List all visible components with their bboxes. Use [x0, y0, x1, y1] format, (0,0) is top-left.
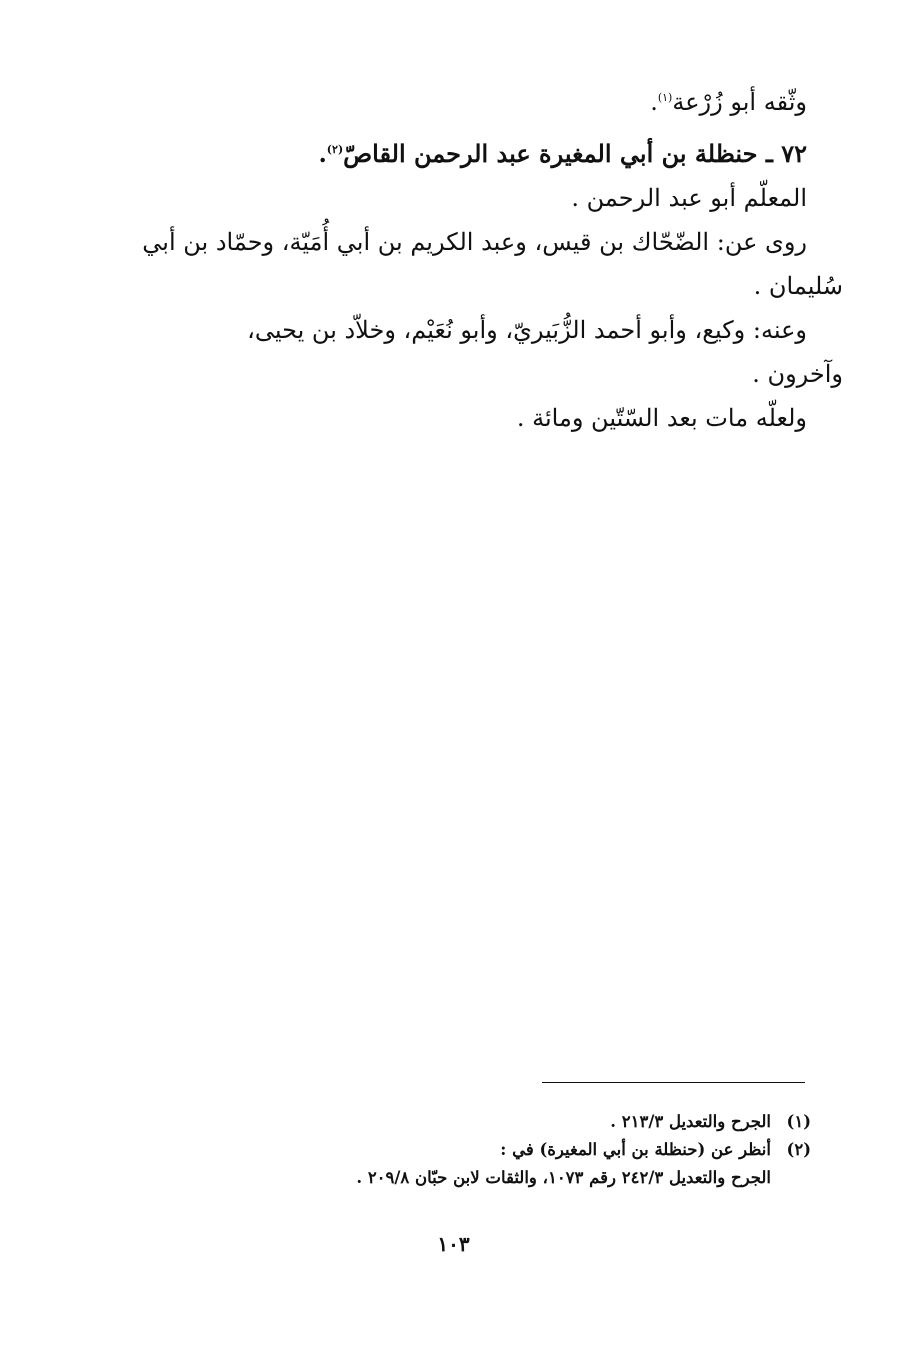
- footnotes: [96, 1108, 811, 1192]
- footnote-1: [96, 1108, 811, 1136]
- footnote-1-number: (١): [786, 1112, 811, 1131]
- footnote-2: [96, 1136, 811, 1164]
- footnote-ref-1: (١): [657, 91, 673, 104]
- text-line-1: [88, 80, 807, 124]
- text-line-8: ولعلّه مات بعد السّتّين ومائة .: [516, 404, 807, 432]
- footnote-1-text: الجرح والتعديل ٢١٣/٣ .: [610, 1112, 771, 1131]
- text-line-4: روى عن: الضّحّاك بن قيس، وعبد الكريم بن أبي أُمَيّة، وحمّاد بن أبي: [142, 228, 807, 256]
- text-line-5: سُليمان .: [753, 272, 843, 300]
- text-line-1-body: وثّقه أبو زُرْعة: [672, 88, 807, 116]
- text-line-6: وعنه: وكيع، وأبو أحمد الزُّبَيريّ، وأبو نُعَيْم، وخلاّد بن يحيى،: [247, 316, 807, 344]
- text-line-1-end: .: [650, 88, 658, 116]
- text-line-3: المعلّم أبو عبد الرحمن .: [571, 184, 807, 212]
- main-text: [88, 80, 843, 440]
- entry-title-text: ٧٢ ـ حنظلة بن أبي المغيرة عبد الرحمن القاصّ: [343, 139, 807, 168]
- footnote-2-text: أنظر عن (حنظلة بن أبي المغيرة) في :: [500, 1140, 771, 1159]
- entry-title: [88, 132, 807, 176]
- entry-title-end: .: [318, 139, 327, 168]
- footnote-2-number: (٢): [786, 1140, 811, 1159]
- footnote-separator: [542, 1082, 805, 1083]
- text-line-7: وآخرون .: [752, 360, 843, 388]
- page-number: ١٠٣: [437, 1232, 470, 1256]
- footnote-2-continuation: الجرح والتعديل ٢٤٢/٣ رقم ١٠٧٣، والثقات لابن حبّان ٢٠٩/٨ .: [356, 1168, 771, 1187]
- footnote-ref-2: (٢): [326, 143, 344, 156]
